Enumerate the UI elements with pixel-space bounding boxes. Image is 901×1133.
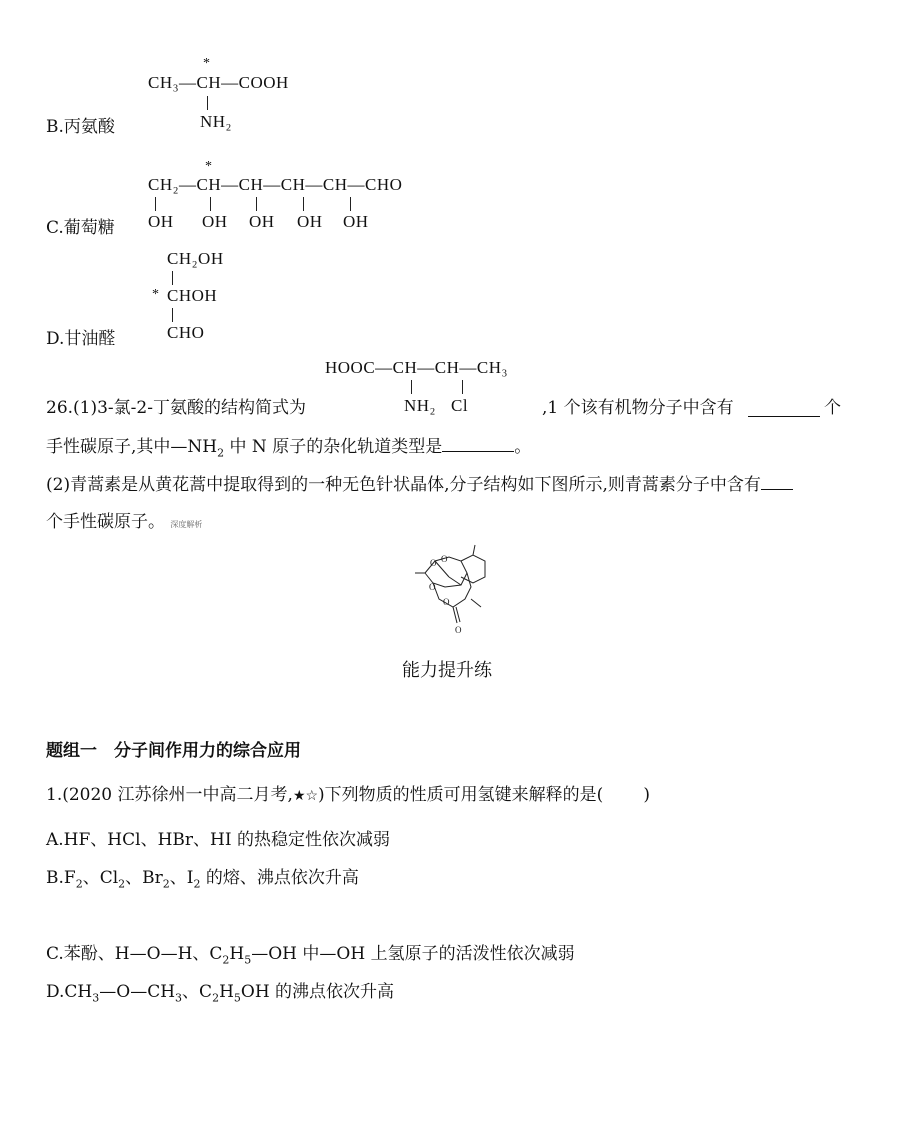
q1-stem: [46, 784, 650, 807]
oxygen-atom: O: [430, 558, 437, 568]
subscript: 5: [233, 991, 241, 1005]
q1-option-b[interactable]: [46, 867, 359, 895]
q1-text: 、Br: [125, 868, 163, 888]
bond-line: [303, 197, 304, 211]
glucose-oh: OH: [148, 212, 174, 231]
q1-text: 、Cl: [82, 868, 119, 888]
bond-line: [411, 380, 412, 394]
q1-text: OH 的沸点依次升高: [240, 982, 395, 1002]
q26-text: 个手性碳原子。: [46, 512, 165, 532]
bond-line: [256, 197, 257, 211]
bond-line: [155, 197, 156, 211]
oxygen-atom: O: [455, 625, 462, 635]
q1-text: 的熔、沸点依次升高: [200, 868, 359, 888]
subscript: 2: [118, 877, 126, 891]
q1-text: )下列物质的性质可用氢键来解释的是(: [318, 785, 604, 805]
bond-line: [210, 197, 211, 211]
subscript: 2: [75, 877, 83, 891]
bond-line: [350, 197, 351, 211]
bond-line: [172, 308, 173, 322]
q1-text: 、I: [169, 868, 194, 888]
subscript: 2: [162, 877, 170, 891]
q26-part1-text: 个: [824, 398, 841, 418]
section-title: 能力提升练: [402, 660, 492, 681]
q26-part2-line2: [46, 511, 202, 536]
q1-text: 、C: [182, 982, 213, 1002]
group-title: 题组一 分子间作用力的综合应用: [46, 741, 301, 761]
q1-text: B.F: [46, 868, 76, 888]
subscript: 3: [92, 991, 100, 1005]
q26-text: 中 N 原子的杂化轨道类型是: [224, 437, 443, 457]
glucose-oh: OH: [249, 212, 275, 231]
answer-blank[interactable]: [761, 473, 793, 490]
difficulty-stars: ★☆: [292, 788, 319, 804]
glucose-oh: OH: [202, 212, 228, 231]
subscript: 2: [222, 953, 230, 967]
q26-part1-text: 26.(1)3-氯-2-丁氨酸的结构简式为: [46, 398, 306, 418]
answer-blank[interactable]: [442, 435, 514, 452]
glucose-oh: OH: [297, 212, 323, 231]
q26-part1-line2: [46, 435, 531, 464]
artemisinin-structure: [405, 543, 505, 638]
q26-nh2: NH₂: [404, 396, 436, 415]
q1-option-c[interactable]: [46, 943, 575, 971]
q26-text: 手性碳原子,其中—NH: [46, 437, 218, 457]
answer-blank[interactable]: [748, 399, 820, 417]
option-b-label: B.丙氨酸: [46, 117, 115, 137]
alanine-nh2: NH₂: [200, 112, 232, 131]
q1-text: H: [229, 944, 245, 964]
glucose-oh: OH: [343, 212, 369, 231]
bond-line: [207, 96, 208, 110]
q1-text: C.苯酚、H—O—H、C: [46, 944, 223, 964]
glucose-formula: CH₂—CH—CH—CH—CH—CHO: [148, 175, 403, 194]
oxygen-atom: O: [441, 554, 448, 564]
option-c-label: C.葡萄糖: [46, 218, 115, 238]
q1-option-d[interactable]: [46, 981, 394, 1009]
subscript: 3: [175, 991, 183, 1005]
subscript: 2: [217, 446, 225, 460]
q1-text: D.CH: [46, 982, 93, 1002]
q26-text: (2)青蒿素是从黄花蒿中提取得到的一种无色针状晶体,分子结构如下图所示,则青蒿素分子中含有: [46, 475, 761, 495]
watermark-label: 深度解析: [170, 520, 203, 529]
oxygen-atom: O: [429, 582, 436, 592]
glyceraldehyde-top: CH₂OH: [167, 249, 224, 268]
q26-part1-text: ,1 个该有机物分子中含有: [542, 398, 734, 418]
subscript: 5: [244, 953, 252, 967]
q26-text: 。: [514, 437, 532, 457]
q26-cl: Cl: [451, 396, 469, 415]
chiral-star: *: [152, 287, 160, 302]
oxygen-atom: O: [443, 597, 450, 607]
subscript: 2: [193, 877, 201, 891]
option-d-label: D.甘油醛: [46, 329, 116, 349]
bond-line: [462, 380, 463, 394]
q1-option-a[interactable]: A.HF、HCl、HBr、HI 的热稳定性依次减弱: [46, 830, 390, 850]
q1-text: 1.(2020 江苏徐州一中高二月考,: [46, 785, 293, 805]
q1-text: ): [643, 785, 650, 805]
q1-text: —O—CH: [99, 982, 176, 1002]
glyceraldehyde-bottom: CHO: [167, 323, 205, 342]
subscript: 2: [212, 991, 220, 1005]
q1-text: H: [219, 982, 234, 1002]
alanine-formula: CH₃—CH—COOH: [148, 73, 289, 92]
glyceraldehyde-middle: CHOH: [167, 286, 218, 305]
bond-line: [172, 271, 173, 285]
chiral-star: *: [205, 159, 213, 174]
q26-part2-text: [46, 473, 793, 496]
chiral-star: *: [203, 56, 211, 71]
q1-text: —OH 中—OH 上氢原子的活泼性依次减弱: [251, 944, 575, 964]
q26-formula: HOOC—CH—CH—CH₃: [325, 358, 508, 377]
